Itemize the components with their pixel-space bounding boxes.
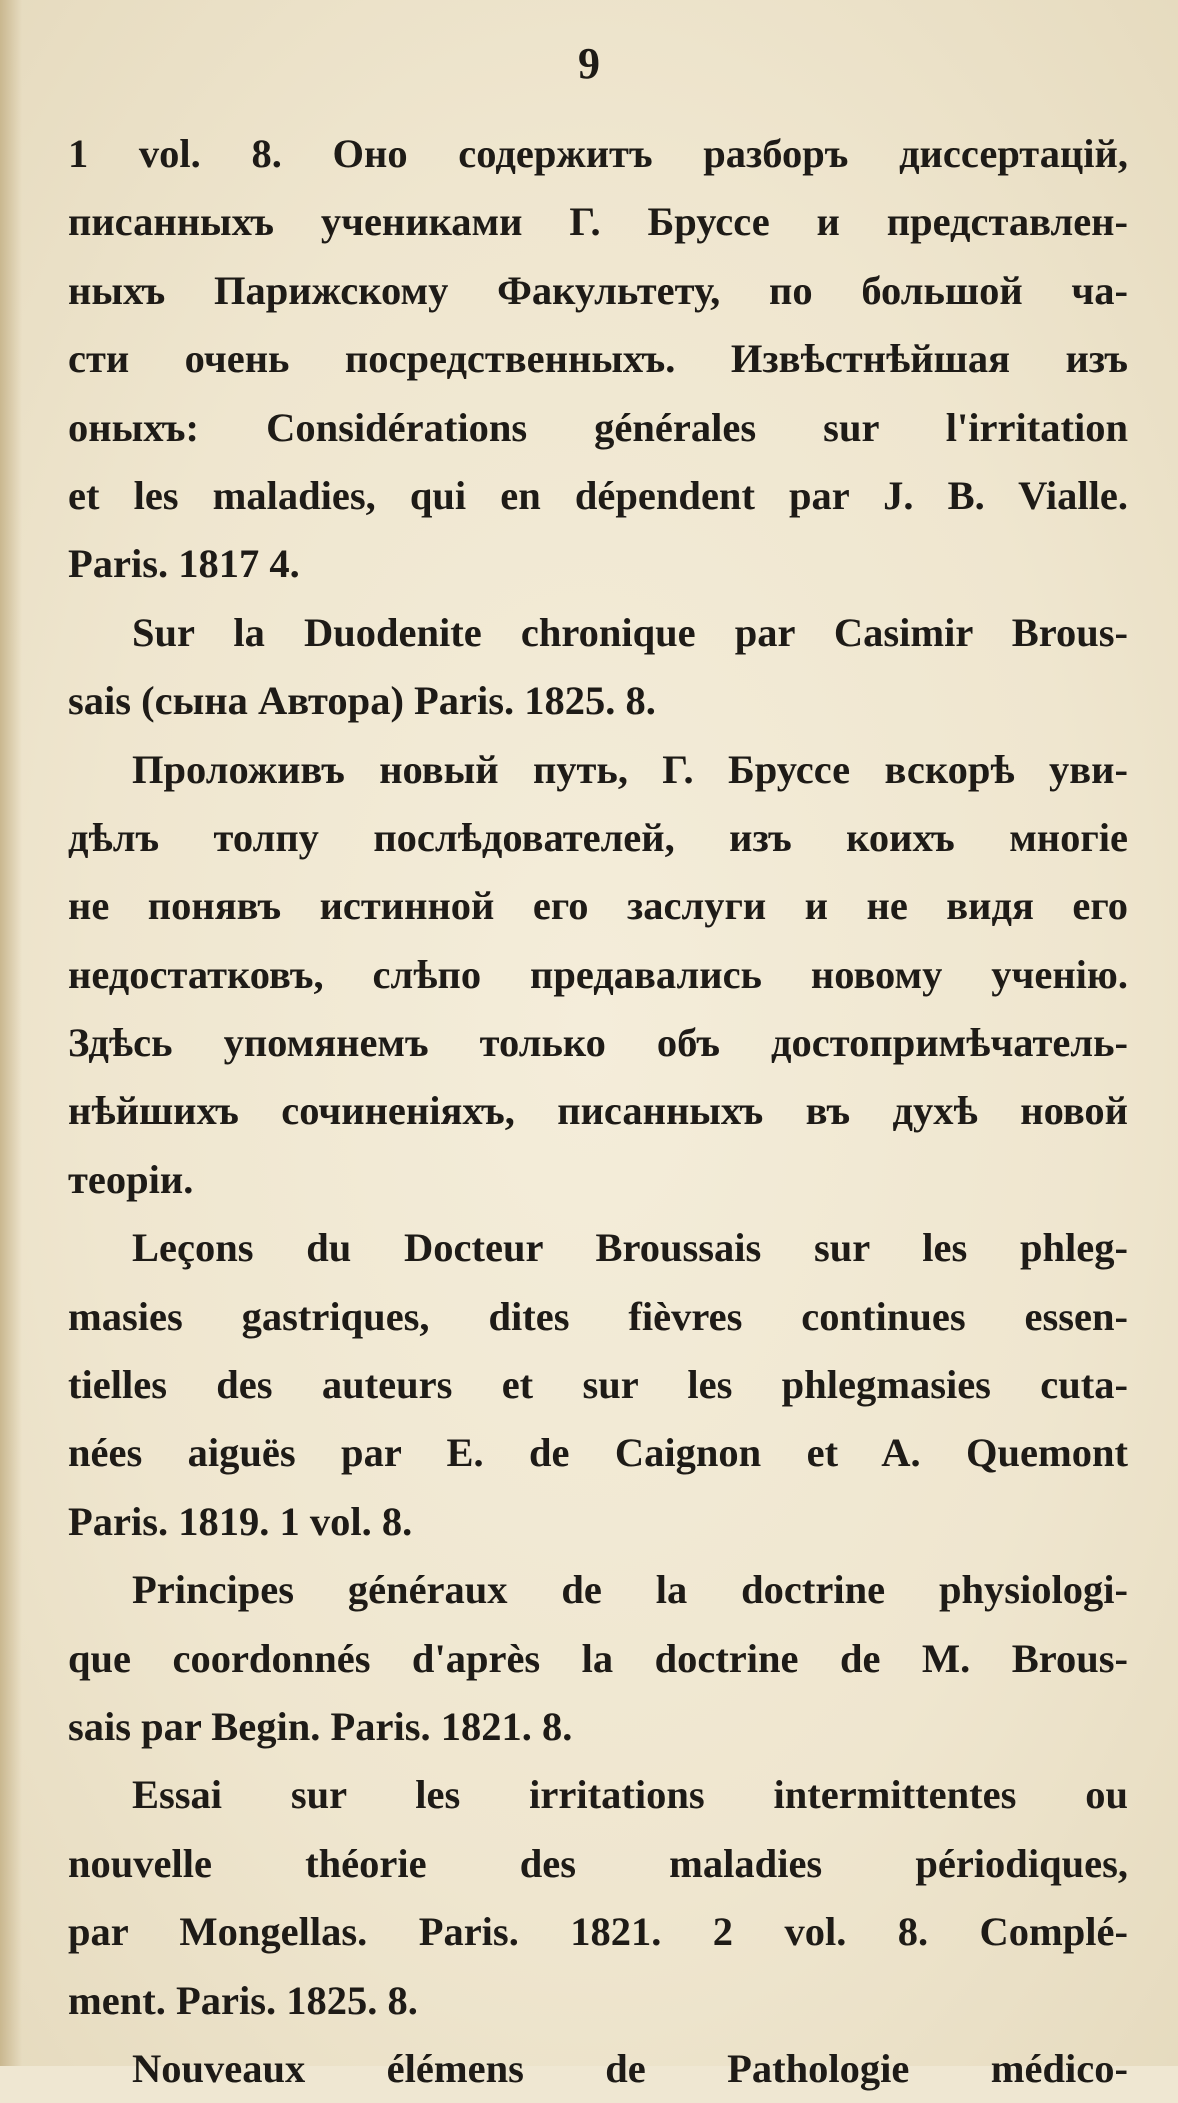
- text-line: Здѣсь упомянемъ только объ достопримѣчатель-: [68, 1020, 1128, 1066]
- text-line: недостатковъ, слѣпо предавались новому ученію.: [68, 951, 1128, 997]
- text-line: Leçons du Docteur Broussais sur les phleg-: [132, 1225, 1128, 1271]
- text-line: Sur la Duodenite chronique par Casimir Brous-: [132, 609, 1128, 655]
- text-line: ment. Paris. 1825. 8.: [68, 1977, 418, 2023]
- paragraph: [68, 599, 1128, 736]
- page-number: 9: [578, 39, 600, 88]
- paragraph: [68, 736, 1128, 1215]
- text-line: masies gastriques, dites fièvres continues essen-: [68, 1293, 1128, 1339]
- text-line: Essai sur les irritations intermittentes ou: [132, 1772, 1128, 1818]
- text-line: 1 vol. 8. Оно содержитъ разборъ диссертацій,: [68, 131, 1128, 176]
- text-line: дѣлъ толпу послѣдователей, изъ коихъ многіе: [68, 814, 1128, 860]
- text-line: оныхъ: Considérations générales sur l'irritation: [68, 404, 1128, 450]
- text-line: et les maladies, qui en dépendent par J. B. Vialle.: [68, 472, 1128, 518]
- paragraph: [68, 120, 1128, 599]
- text-line: par Mongellas. Paris. 1821. 2 vol. 8. Complé-: [68, 1909, 1128, 1955]
- text-line: Nouveaux élémens de Pathologie médico-: [132, 2045, 1128, 2091]
- text-line: Paris. 1817 4.: [68, 541, 300, 587]
- text-line: ныхъ Парижскому Факультету, по большой ча-: [68, 267, 1128, 313]
- text-line: теоріи.: [68, 1156, 194, 1202]
- text-line: Principes généraux de la doctrine physiologi-: [132, 1567, 1128, 1613]
- body-text: [68, 120, 1128, 2103]
- paragraph: [68, 1214, 1128, 1556]
- text-line: нѣйшихъ сочиненіяхъ, писанныхъ въ духѣ новой: [68, 1088, 1128, 1134]
- text-line: nouvelle théorie des maladies périodiques,: [68, 1840, 1128, 1886]
- text-line: que coordonnés d'après la doctrine de M. Brous-: [68, 1635, 1128, 1681]
- text-line: Paris. 1819. 1 vol. 8.: [68, 1498, 413, 1544]
- paragraph: [68, 1556, 1128, 1761]
- page-gutter-shadow: [0, 0, 22, 2066]
- text-line: sais (сына Автора) Paris. 1825. 8.: [68, 678, 656, 724]
- text-line: Проложивъ новый путь, Г. Бруссе вскорѣ уви-: [132, 746, 1128, 792]
- text-line: писанныхъ учениками Г. Бруссе и представлен-: [68, 199, 1128, 245]
- text-line: sais par Begin. Paris. 1821. 8.: [68, 1703, 573, 1749]
- text-line: nées aiguës par E. de Caignon et A. Quemont: [68, 1430, 1128, 1476]
- text-line: сти очень посредственныхъ. Извѣстнѣйшая изъ: [68, 336, 1128, 382]
- text-line: не понявъ истинной его заслуги и не видя его: [68, 883, 1128, 929]
- text-line: tielles des auteurs et sur les phlegmasies cuta-: [68, 1362, 1128, 1408]
- paragraph: [68, 2035, 1128, 2103]
- paragraph: [68, 1761, 1128, 2035]
